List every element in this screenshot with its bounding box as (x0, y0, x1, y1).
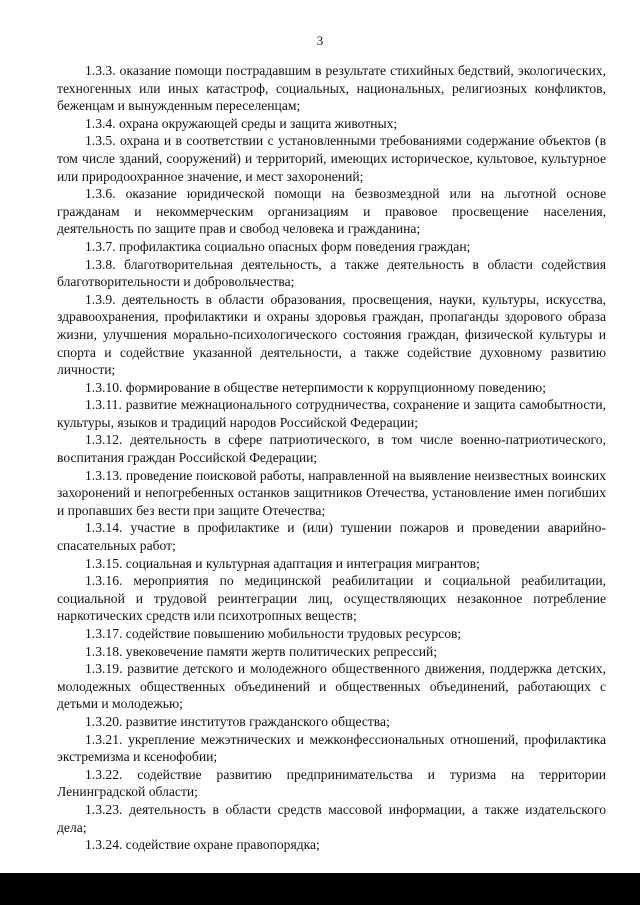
list-item (57, 115, 606, 133)
item-text: социальная и культурная адаптация и интеграция мигрантов; (125, 555, 480, 571)
item-number: 1.3.6. (85, 186, 116, 202)
item-text: оказание помощи пострадавшим в результате стихийных бедствий, экологических, техногенных или иных катастроф, социальных, национальных, религиозных конфликтов, беженцам и вынужденным переселенцам; (57, 63, 606, 114)
item-number: 1.3.8. (85, 256, 116, 272)
item-text: благотворительная деятельность, а также деятельность в области содействия благотворительности и добровольчества; (57, 256, 607, 290)
item-number: 1.3.12. (85, 432, 123, 448)
list-item (57, 396, 606, 431)
item-text: содействие охране правопорядка; (125, 837, 320, 853)
list-item (57, 238, 606, 256)
list-item (57, 256, 606, 291)
item-text: формирование в обществе нетерпимости к коррупционному поведению; (125, 379, 546, 395)
item-number: 1.3.24. (85, 837, 123, 853)
item-number: 1.3.5. (85, 133, 116, 149)
scan-border (0, 873, 640, 905)
list-item (57, 555, 606, 573)
item-number: 1.3.21. (85, 731, 123, 747)
item-number: 1.3.20. (85, 713, 123, 729)
item-number: 1.3.11. (85, 397, 122, 413)
list-item (57, 467, 606, 520)
item-text: увековечение памяти жертв политических репрессий; (125, 643, 438, 659)
item-number: 1.3.17. (85, 626, 123, 641)
item-text: профилактика социально опасных форм поведения граждан; (119, 238, 471, 254)
list-item (57, 660, 606, 713)
item-text: деятельность в сфере патриотического, в том числе военно-патриотического, воспитания граждан Российской Федерации; (57, 432, 606, 466)
item-number: 1.3.3. (85, 63, 116, 78)
document-body (57, 62, 606, 854)
item-text: развитие институтов гражданского общества; (125, 713, 390, 729)
list-item (57, 836, 606, 854)
list-item (57, 291, 606, 379)
list-item (57, 766, 606, 801)
list-item (57, 572, 606, 625)
item-text: проведение поисковой работы, направленной на выявление неизвестных воинских захоронений и непогребенных останков защитников Отечества, установление имен погибших и пропавших без вести при защите Отечества; (57, 467, 606, 518)
list-item (57, 625, 606, 643)
item-number: 1.3.7. (85, 238, 116, 254)
item-text: деятельность в области средств массовой информации, а также издательского дела; (57, 801, 607, 835)
item-text: мероприятия по медицинской реабилитации и социальной реабилитации, социальной и трудовой реинтеграции лиц, осуществляющих незаконное потребление наркотических средств или психотропных веществ; (57, 573, 606, 624)
item-number: 1.3.19. (85, 661, 123, 677)
item-text: развитие межнационального сотрудничества, сохранение и защита самобытности, культуры, языков и традиций народов Российской Федерации; (57, 397, 606, 430)
item-number: 1.3.10. (85, 379, 123, 395)
item-number: 1.3.22. (85, 766, 123, 782)
list-item (57, 801, 606, 836)
item-text: оказание юридической помощи на безвозмездной или на льготной основе гражданам и некоммерческим организациям и правовое просвещение населения, деятельность по защите прав и свобод человека и гражданина; (57, 186, 606, 237)
item-number: 1.3.4. (85, 115, 116, 131)
item-text: охрана и в соответствии с установленными требованиями содержание объектов (в том числе зданий, сооружений) и территорий, имеющих историческое, культовое, культурное или природоохранное значение, и мест захоронений; (57, 133, 606, 184)
list-item (57, 62, 606, 115)
item-number: 1.3.18. (85, 643, 123, 659)
list-item (57, 185, 606, 238)
item-text: участие в профилактике и (или) тушении пожаров и проведении аварийно-спасательных работ; (57, 520, 606, 554)
item-number: 1.3.9. (85, 291, 116, 307)
item-text: укрепление межэтнических и межконфессиональных отношений, профилактика экстремизма и ксенофобии; (57, 731, 606, 765)
item-number: 1.3.16. (85, 573, 123, 589)
list-item (57, 132, 606, 185)
item-text: развитие детского и молодежного общественного движения, поддержка детских, молодежных общественных объединений и общественных объединений, работающих с детьми и молодежью; (57, 661, 606, 712)
item-text: содействие повышению мобильности трудовых ресурсов; (125, 626, 462, 641)
list-item (57, 731, 606, 766)
item-text: охрана окружающей среды и защита животных; (119, 115, 398, 131)
list-item (57, 643, 606, 661)
item-number: 1.3.13. (85, 467, 123, 483)
item-number: 1.3.15. (85, 555, 123, 571)
item-text: деятельность в области образования, просвещения, науки, культуры, искусства, здравоохранения, профилактики и охраны здоровья граждан, пропаганды здорового образа жизни, улучшения морально-психологического состояния граждан, физической культуры и спорта и содействие указанной деятельности, а также содействие духовному развитию личности; (57, 291, 606, 378)
list-item (57, 431, 606, 466)
list-item (57, 379, 606, 397)
list-item (57, 519, 606, 554)
item-number: 1.3.23. (85, 801, 123, 817)
item-number: 1.3.14. (85, 520, 123, 536)
item-text: содействие развитию предпринимательства и туризма на территории Ленинградской области; (57, 766, 606, 800)
list-item (57, 713, 606, 731)
page-number: 3 (316, 33, 324, 48)
